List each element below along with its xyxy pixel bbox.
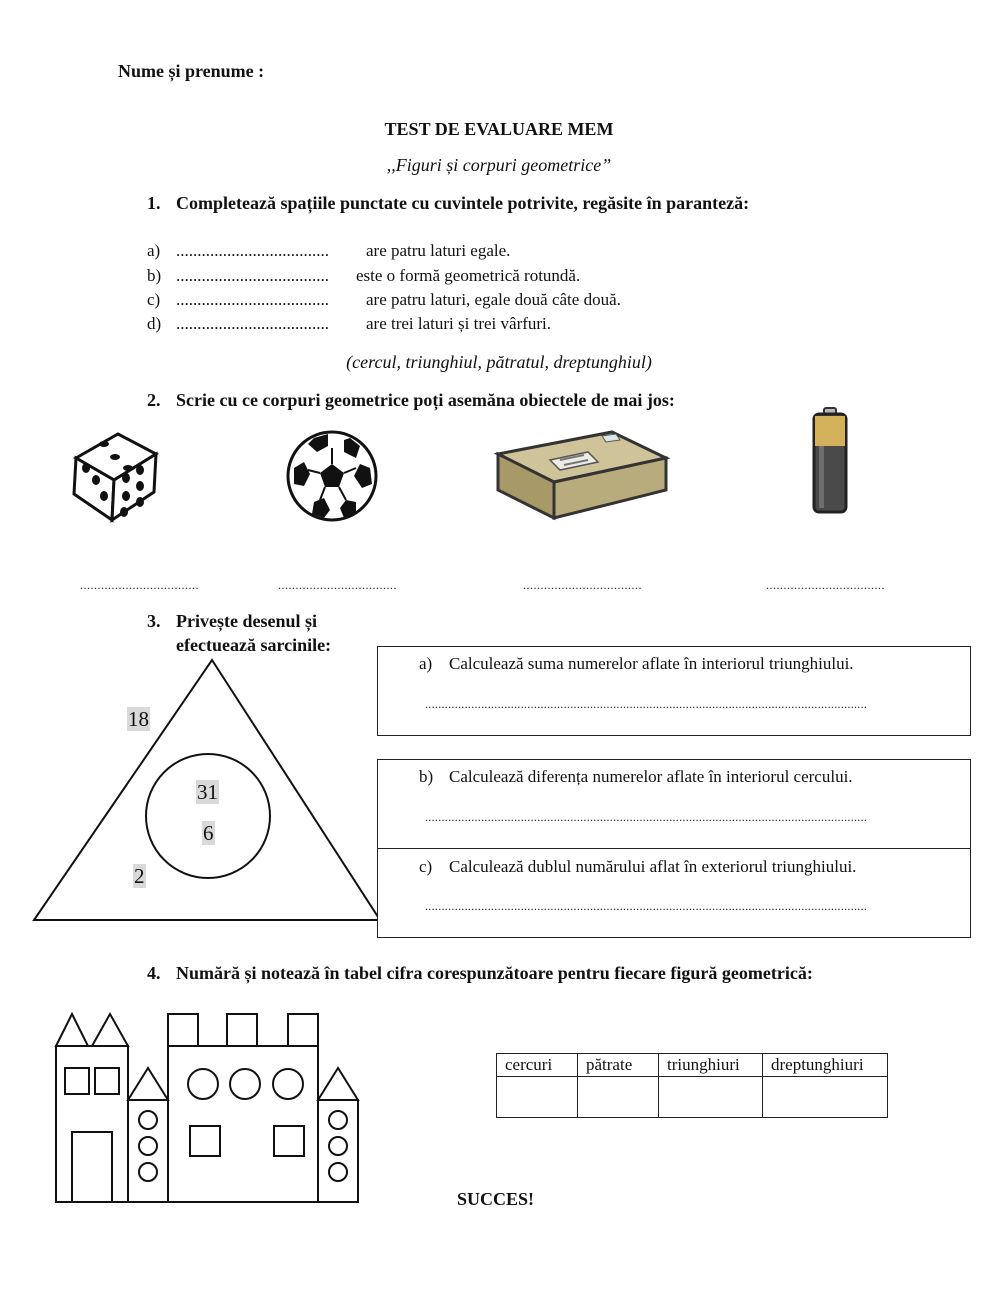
header-cercuri: cercuri <box>497 1054 578 1077</box>
q1-item-d <box>147 314 551 334</box>
name-label: Nume și prenume : <box>118 61 265 81</box>
task-text: Calculează dublul numărului aflat în exteriorul triunghiului. <box>449 857 857 876</box>
q1-item-label: c) <box>147 290 161 309</box>
answer-cell-cercuri[interactable] <box>497 1077 578 1118</box>
task-answer-blank[interactable]: ...................................................................................................................................... <box>425 697 868 711</box>
q2-answer-blank-2[interactable]: .................................. <box>278 578 397 592</box>
q1-blank[interactable]: .................................... <box>176 314 329 333</box>
q1-item-text: este o formă geometrică rotundă. <box>356 266 581 285</box>
q1-number: 1. <box>147 193 161 213</box>
page-subtitle: ,,Figuri și corpuri geometrice” <box>386 155 612 175</box>
q1-text: Completează spațiile punctate cu cuvintele potrivite, regăsite în paranteză: <box>176 193 750 213</box>
header-triunghiuri: triunghiuri <box>659 1054 763 1077</box>
q2-text: Scrie cu ce corpuri geometrice poți asemăna obiectele de mai jos: <box>176 390 675 410</box>
task-text: Calculează suma numerelor aflate în interiorul triunghiului. <box>449 654 854 673</box>
q1-item-b <box>147 266 580 286</box>
task-box-c <box>377 848 971 938</box>
task-label: c) <box>419 857 433 876</box>
number-circle-bottom: 6 <box>203 821 214 845</box>
q2-number: 2. <box>147 390 161 410</box>
answer-cell-triunghiuri[interactable] <box>659 1077 763 1118</box>
q1-item-c <box>147 290 621 310</box>
page-title: TEST DE EVALUARE MEM <box>384 119 614 139</box>
q3-text-line1: Privește desenul și <box>176 611 317 631</box>
task-label: b) <box>419 767 434 786</box>
number-outside: 18 <box>128 707 149 731</box>
number-triangle: 2 <box>134 864 145 888</box>
box-icon <box>494 428 670 524</box>
count-table <box>496 1053 888 1118</box>
answer-cell-patrate[interactable] <box>578 1077 659 1118</box>
q2-answer-blank-4[interactable]: .................................. <box>766 578 885 592</box>
q3-number: 3. <box>147 611 161 631</box>
q1-item-a <box>147 241 510 261</box>
q1-item-text: are patru laturi egale. <box>366 241 511 260</box>
q1-blank[interactable]: .................................... <box>176 241 329 260</box>
q4-text: Numără și notează în tabel cifra corespunzătoare pentru fiecare figură geometrică: <box>176 963 813 983</box>
footer-succes: SUCCES! <box>457 1189 535 1209</box>
battery-icon <box>810 406 850 516</box>
q1-options: (cercul, triunghiul, pătratul, dreptunghiul) <box>346 352 652 372</box>
q3-text-line2: efectuează sarcinile: <box>176 635 332 655</box>
dice-icon <box>68 428 160 524</box>
q1-blank[interactable]: .................................... <box>176 266 329 285</box>
task-answer-blank[interactable]: ...................................................................................................................................... <box>425 810 868 824</box>
table-header-row <box>497 1054 888 1077</box>
table-answer-row <box>497 1077 888 1118</box>
task-box-b <box>377 759 971 849</box>
header-patrate: pătrate <box>578 1054 659 1077</box>
q1-item-label: d) <box>147 314 162 333</box>
soccer-ball-icon <box>284 428 380 524</box>
q1-item-label: b) <box>147 266 162 285</box>
task-answer-blank[interactable]: ...................................................................................................................................... <box>425 899 868 913</box>
answer-cell-dreptunghiuri[interactable] <box>763 1077 888 1118</box>
q1-item-text: are trei laturi și trei vârfuri. <box>366 314 552 333</box>
task-box-a <box>377 646 971 736</box>
header-dreptunghiuri: dreptunghiuri <box>763 1054 888 1077</box>
q1-item-text: are patru laturi, egale două câte două. <box>366 290 621 309</box>
task-label: a) <box>419 654 433 673</box>
q2-answer-blank-1[interactable]: .................................. <box>80 578 199 592</box>
q4-number: 4. <box>147 963 161 983</box>
castle-figure <box>52 1010 362 1206</box>
number-circle-top: 31 <box>197 780 218 804</box>
q1-blank[interactable]: .................................... <box>176 290 329 309</box>
q2-answer-blank-3[interactable]: .................................. <box>523 578 642 592</box>
q1-item-label: a) <box>147 241 161 260</box>
task-text: Calculează diferența numerelor aflate în interiorul cercului. <box>449 767 853 786</box>
